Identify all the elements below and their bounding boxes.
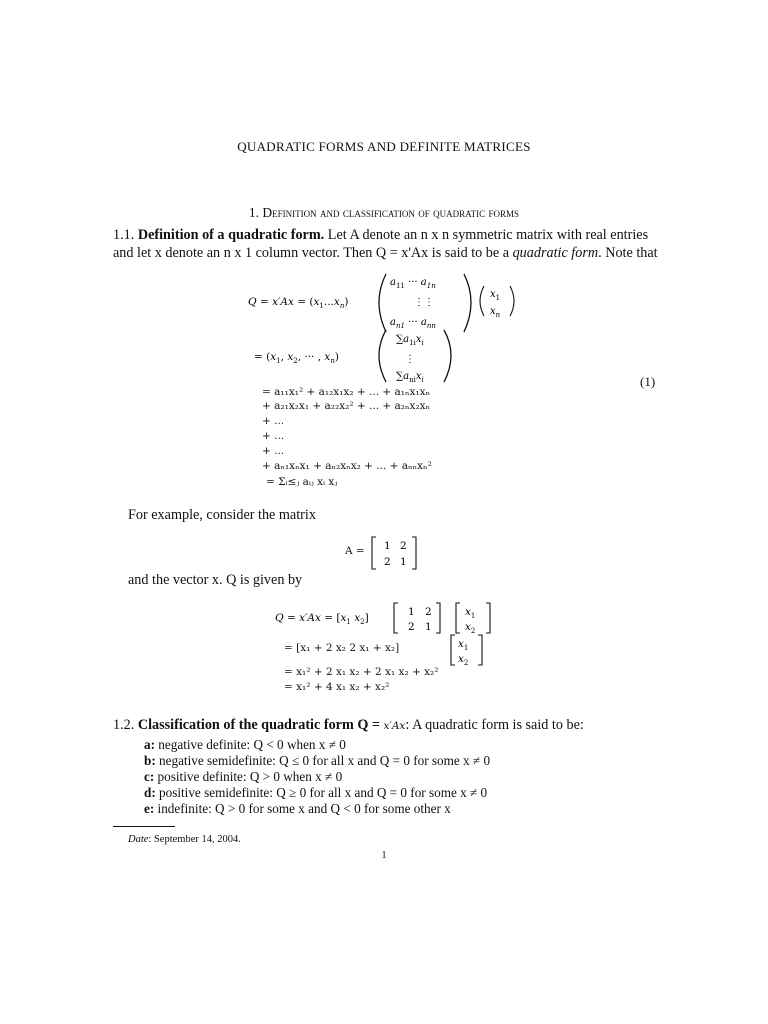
list-item: d: positive semidefinite: Q ≥ 0 for all x and Q = 0 for some x ≠ 0 xyxy=(144,785,488,800)
classification-text: : A quadratic form is said to be: xyxy=(405,717,584,733)
svg-text:∑a1ixi: $\sum a_{1i}x_i$ xyxy=(396,334,424,347)
subsection-number: 1.1. xyxy=(113,227,135,243)
subsection-heading: Classification of the quadratic form Q = xyxy=(137,717,384,733)
example-line: = x₁² + 2 x₁ x₂ + 2 x₁ x₂ + x₂² xyxy=(284,666,439,678)
classification-heading xyxy=(113,717,673,736)
footnote-text: : September 14, 2004. xyxy=(148,834,241,845)
matrix-a xyxy=(370,535,425,571)
definition-text-end: . Note that xyxy=(598,244,658,261)
matrix-label: A = xyxy=(345,545,365,557)
list-item: c: positive definite: Q > 0 when x ≠ 0 xyxy=(144,769,343,784)
definition-paragraph xyxy=(113,227,658,262)
footnote-rule xyxy=(113,826,175,827)
heading-math: x′Ax xyxy=(383,720,406,732)
page-title: QUADRATIC FORMS AND DEFINITE MATRICES xyxy=(237,139,531,154)
matrix-cell: 2 xyxy=(400,540,407,552)
expansion-line: + ... xyxy=(262,415,285,427)
example-line: = x₁² + 4 x₁ x₂ + x₂² xyxy=(284,681,390,693)
subsection-number: 1.2. xyxy=(113,717,135,733)
expansion-line: + aₙ₁xₙx₁ + aₙ₂xₙx₂ + ... + aₙₙxₙ² xyxy=(262,460,432,472)
definition-text: Let A denote an n x n symmetric matrix with real entries and let x denote an n x 1 column vector. Then Q = x'Ax is said to be a xyxy=(113,227,649,261)
svg-text:Q = x′Ax = [x1 x2]: $Q = x'Ax = [x_1$ $x_2$] xyxy=(275,612,369,626)
matrix-cell: 2 xyxy=(384,556,391,568)
expansion-line: = a₁₁x₁² + a₁₂x₁x₂ + ... + a₁ₙx₁xₙ xyxy=(262,386,431,398)
svg-text:2: 2 xyxy=(425,606,432,618)
svg-text:1: 1 xyxy=(425,621,432,633)
svg-text:xn: $x_n$ xyxy=(490,306,501,319)
svg-text:= (x1, x2, ··· , xn): = ($x_1$, $x_2$, ··· , $x_n$) xyxy=(254,351,339,365)
expansion-line: + a₂₁x₂x₁ + a₂₂x₂² + ... + a₂ₙx₂xₙ xyxy=(262,400,431,412)
section-heading xyxy=(0,205,768,221)
svg-text:x1: $x_1$ xyxy=(490,289,501,302)
page-number: 1 xyxy=(381,850,387,861)
svg-text:⋮: ⋮ xyxy=(405,354,415,365)
svg-text:a11 ··· a1n: $a_{11}$ ··· $a_{1n}$ xyxy=(390,277,436,290)
footnote-label: Date xyxy=(128,834,149,845)
expansion-line: + ... xyxy=(262,445,285,457)
svg-text:Q = x′Ax = (x1...xn): $Q = x'Ax = (x_1...x_n)$ xyxy=(248,296,349,310)
svg-text:x2: $x_2$ xyxy=(465,621,476,635)
example-line: = [x₁ + 2 x₂ 2 x₁ + x₂] xyxy=(284,642,400,654)
classification-list xyxy=(144,737,689,817)
list-item: e: indefinite: Q > 0 for some x and Q < 0 for some other x xyxy=(144,801,451,816)
list-item: b: negative semidefinite: Q ≤ 0 for all x and Q = 0 for some x ≠ 0 xyxy=(144,753,491,768)
svg-text:x1: $x_1$ xyxy=(458,638,469,652)
example-intro: For example, consider the matrix xyxy=(128,507,316,523)
svg-text:an1 ··· ann: $a_{n1}$ ··· $a_{nn}$ xyxy=(390,317,436,330)
expansion-line: = Σᵢ≤ⱼ aᵢⱼ xᵢ xⱼ xyxy=(266,476,338,488)
expansion-line: + ... xyxy=(262,430,285,442)
section-number: 1. xyxy=(248,205,260,220)
footnote xyxy=(128,834,241,845)
equation-number: (1) xyxy=(640,374,656,389)
section-title: Definition and classification of quadratic forms xyxy=(262,205,520,220)
matrix-cell: 1 xyxy=(400,556,407,568)
svg-text:∑anixi: $\sum a_{ni}x_i$ xyxy=(396,371,424,384)
svg-text:1: 1 xyxy=(408,606,415,618)
svg-text:x2: $x_2$ xyxy=(458,653,469,667)
vector-intro: and the vector x. Q is given by xyxy=(128,572,303,588)
subsection-heading: Definition of a quadratic form. xyxy=(137,227,325,243)
svg-text:⋮⋮: ⋮⋮ xyxy=(414,297,434,308)
list-item: a: negative definite: Q < 0 when x ≠ 0 xyxy=(144,737,346,752)
matrix-cell: 1 xyxy=(384,540,391,552)
svg-text:2: 2 xyxy=(408,621,415,633)
emphasis-quadratic-form: quadratic form xyxy=(512,244,599,261)
svg-text:x1: $x_1$ xyxy=(465,606,476,620)
example-matrix-equation xyxy=(270,600,510,670)
matrix-equation xyxy=(240,272,530,390)
